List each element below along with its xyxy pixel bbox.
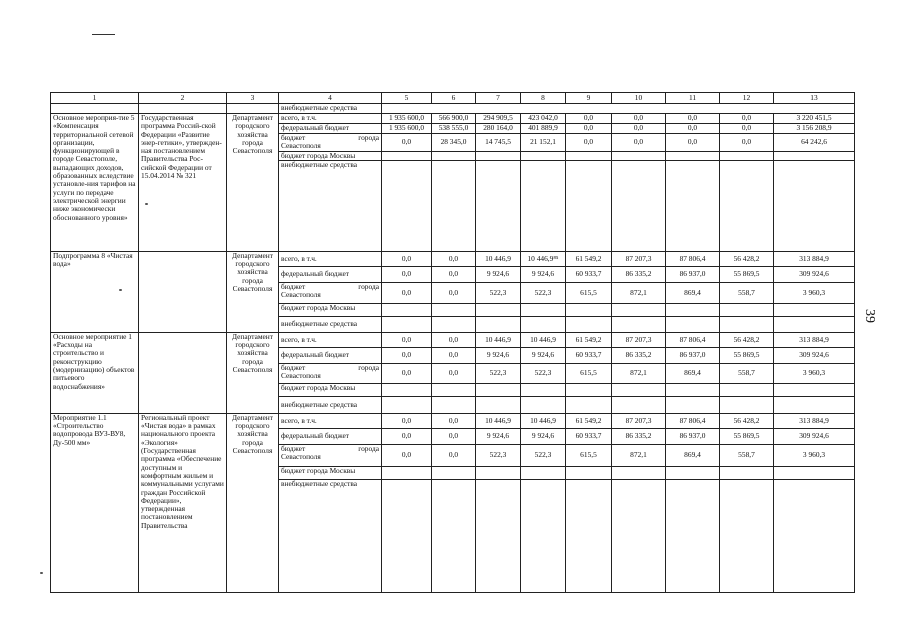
funding-source-label: всего, в т.ч.: [279, 251, 382, 266]
value-cell-empty: [720, 396, 774, 413]
scan-speck: [40, 572, 43, 574]
value-cell: 10 446,9⁸⁵: [521, 251, 566, 266]
funding-source-label: федеральный бюджет: [279, 266, 382, 282]
value-cell: 61 549,2: [566, 413, 612, 428]
value-cell: 0,0: [432, 282, 476, 303]
value-cell: 87 207,3: [612, 332, 666, 347]
value-cell: 313 884,9: [774, 251, 855, 266]
value-cell: 87 806,4: [666, 332, 720, 347]
value-cell: 423 042,0: [521, 114, 566, 124]
value-cell-empty: [774, 316, 855, 332]
value-cell: 522,3: [476, 282, 521, 303]
value-cell-empty: [612, 479, 666, 592]
value-cell: 86 335,2: [612, 266, 666, 282]
column-header: 4: [279, 93, 382, 104]
value-cell-empty: [666, 466, 720, 479]
value-cell: 522,3: [521, 444, 566, 466]
value-cell: 56 428,2: [720, 251, 774, 266]
value-cell-empty: [382, 160, 432, 251]
value-cell: 0,0: [382, 444, 432, 466]
funding-source-word: бюджет: [281, 444, 306, 453]
value-cell-empty: [774, 303, 855, 316]
value-cell: 522,3: [476, 363, 521, 383]
table-row: [51, 413, 855, 428]
value-cell: 9 924,6: [521, 428, 566, 444]
funding-source-word: бюджет: [281, 363, 306, 372]
column-header: 10: [612, 93, 666, 104]
funding-source-word: города: [358, 133, 379, 142]
value-cell-empty: [432, 160, 476, 251]
value-cell: 401 889,9: [521, 124, 566, 134]
value-cell: 0,0: [382, 282, 432, 303]
measure-name-cell: Подпрограмма 8 «Чистая вода»: [51, 251, 139, 332]
executor-cell: Департамент городского хозяйства города Севастополя: [227, 251, 279, 332]
funding-source-word: Севастополя: [281, 290, 321, 300]
value-cell: 309 924,6: [774, 428, 855, 444]
value-cell: 0,0: [612, 134, 666, 152]
value-cell-empty: [666, 383, 720, 396]
value-cell: 0,0: [666, 134, 720, 152]
value-cell-empty: [612, 383, 666, 396]
value-cell: 60 933,7: [566, 266, 612, 282]
value-cell-empty: [720, 316, 774, 332]
value-cell: 0,0: [432, 413, 476, 428]
value-cell: 0,0: [382, 428, 432, 444]
table-row: [51, 332, 855, 347]
value-cell-empty: [720, 466, 774, 479]
funding-source-label: внебюджетные средства: [279, 160, 382, 251]
funding-source-label: всего, в т.ч.: [279, 413, 382, 428]
value-cell: 615,5: [566, 282, 612, 303]
value-cell-empty: [382, 396, 432, 413]
program-cell: Региональный проект «Чистая вода» в рамках национального проекта «Экология» (Государственная программа «Обеспечение доступным и комфортным жильем и коммунальными услугами граждан Российской Федерации», утвержденная постановлением Правительства: [139, 413, 227, 592]
value-cell: 313 884,9: [774, 413, 855, 428]
value-cell-empty: [566, 383, 612, 396]
funding-source-word: Севастополя: [281, 452, 321, 462]
table-row: [51, 251, 855, 266]
value-cell-empty: [476, 479, 521, 592]
value-cell-empty: [774, 466, 855, 479]
column-header: 13: [774, 93, 855, 104]
value-cell-empty: [476, 316, 521, 332]
value-cell: 0,0: [612, 124, 666, 134]
header-row: [51, 93, 855, 104]
value-cell-empty: [566, 396, 612, 413]
funding-source-label: федеральный бюджет: [279, 124, 382, 134]
value-cell: 0,0: [566, 124, 612, 134]
funding-source-label: федеральный бюджет: [279, 347, 382, 363]
value-cell-empty: [432, 303, 476, 316]
value-cell-empty: [382, 479, 432, 592]
value-cell: 9 924,6: [476, 428, 521, 444]
value-cell: 0,0: [382, 266, 432, 282]
value-cell-empty: [432, 396, 476, 413]
column-header: 1: [51, 93, 139, 104]
value-cell-empty: [566, 303, 612, 316]
value-cell: 0,0: [382, 251, 432, 266]
value-cell: 55 869,5: [720, 347, 774, 363]
value-cell-empty: [666, 479, 720, 592]
value-cell: 55 869,5: [720, 428, 774, 444]
value-cell-empty: [612, 466, 666, 479]
value-cell: 28 345,0: [432, 134, 476, 152]
value-cell: 87 806,4: [666, 413, 720, 428]
funding-source-label: внебюджетные средства: [279, 396, 382, 413]
value-cell: 56 428,2: [720, 413, 774, 428]
program-cell: Государственная программа Россий-ской Федерации «Развитие энер-гетики», утвержден-ная постановлением Правительства Рос-сийской Федерации от 15.04.2014 № 321: [139, 114, 227, 252]
funding-source-word: города: [358, 363, 379, 372]
value-cell-empty: [774, 383, 855, 396]
value-cell: 0,0: [566, 134, 612, 152]
value-cell-empty: [476, 160, 521, 251]
value-cell-empty: [382, 151, 432, 160]
executor-cell: Департамент городского хозяйства города Севастополя: [227, 114, 279, 252]
column-header: 7: [476, 93, 521, 104]
funding-source-label: [279, 282, 382, 303]
value-cell-empty: [382, 316, 432, 332]
value-cell: 558,7: [720, 444, 774, 466]
value-cell: 10 446,9: [476, 332, 521, 347]
value-cell: 566 900,0: [432, 114, 476, 124]
executor-cell: Департамент городского хозяйства города Севастополя: [227, 332, 279, 413]
value-cell: 86 937,0: [666, 266, 720, 282]
cell-empty: [139, 104, 227, 114]
budget-table: [50, 92, 855, 593]
funding-source-word: города: [358, 444, 379, 453]
executor-cell: Департамент городского хозяйства города Севастополя: [227, 413, 279, 592]
value-cell-empty: [774, 479, 855, 592]
funding-source-label: внебюджетные средства: [279, 104, 382, 114]
value-cell: 86 937,0: [666, 428, 720, 444]
value-cell: 10 446,9: [476, 413, 521, 428]
value-cell: 0,0: [382, 413, 432, 428]
value-cell: 0,0: [612, 114, 666, 124]
cell-empty: [382, 104, 855, 114]
value-cell: 87 207,3: [612, 413, 666, 428]
value-cell-empty: [720, 383, 774, 396]
table-row: [51, 114, 855, 124]
value-cell: 87 806,4: [666, 251, 720, 266]
value-cell: 3 960,3: [774, 282, 855, 303]
value-cell: 0,0: [666, 114, 720, 124]
column-header: 8: [521, 93, 566, 104]
measure-name-cell: Основное мероприятие 1 «Расходы на строительство и реконструкцию (модернизацию) объектов питьевого водоснабжения»: [51, 332, 139, 413]
value-cell: 3 960,3: [774, 363, 855, 383]
value-cell-empty: [432, 316, 476, 332]
value-cell-empty: [666, 151, 720, 160]
value-cell-empty: [432, 466, 476, 479]
value-cell: 10 446,9: [521, 332, 566, 347]
value-cell: 1 935 600,0: [382, 114, 432, 124]
value-cell-empty: [612, 151, 666, 160]
funding-source-label: всего, в т.ч.: [279, 332, 382, 347]
column-header: 9: [566, 93, 612, 104]
value-cell: 0,0: [432, 428, 476, 444]
value-cell-empty: [774, 396, 855, 413]
value-cell: 61 549,2: [566, 332, 612, 347]
value-cell: 615,5: [566, 444, 612, 466]
value-cell: 280 164,0: [476, 124, 521, 134]
value-cell-empty: [566, 316, 612, 332]
value-cell-empty: [566, 160, 612, 251]
value-cell: 538 555,0: [432, 124, 476, 134]
value-cell: 522,3: [476, 444, 521, 466]
column-header: 11: [666, 93, 720, 104]
value-cell-empty: [720, 160, 774, 251]
funding-source-label: бюджет города Москвы: [279, 303, 382, 316]
value-cell-empty: [774, 151, 855, 160]
funding-source-label: бюджет города Москвы: [279, 466, 382, 479]
value-cell: 1 935 600,0: [382, 124, 432, 134]
cell-empty: [227, 104, 279, 114]
value-cell: 0,0: [432, 444, 476, 466]
value-cell-empty: [612, 303, 666, 316]
program-cell-empty: [139, 332, 227, 413]
value-cell-empty: [521, 160, 566, 251]
top-rule: [92, 34, 115, 35]
funding-source-label: бюджет города Москвы: [279, 383, 382, 396]
value-cell-empty: [521, 303, 566, 316]
page-number: 39: [862, 309, 877, 323]
value-cell-empty: [476, 303, 521, 316]
value-cell: 0,0: [432, 251, 476, 266]
value-cell: 0,0: [382, 363, 432, 383]
value-cell: 55 869,5: [720, 266, 774, 282]
value-cell-empty: [521, 383, 566, 396]
value-cell: 0,0: [720, 134, 774, 152]
value-cell-empty: [566, 479, 612, 592]
value-cell-empty: [432, 151, 476, 160]
value-cell-empty: [720, 151, 774, 160]
value-cell: 872,1: [612, 444, 666, 466]
funding-source-word: города: [358, 282, 379, 291]
funding-source-label: федеральный бюджет: [279, 428, 382, 444]
column-header: 3: [227, 93, 279, 104]
value-cell: 0,0: [432, 332, 476, 347]
value-cell: 294 909,5: [476, 114, 521, 124]
value-cell-empty: [432, 479, 476, 592]
column-header: 5: [382, 93, 432, 104]
value-cell: 0,0: [666, 124, 720, 134]
value-cell: 10 446,9: [521, 413, 566, 428]
value-cell: 3 960,3: [774, 444, 855, 466]
funding-source-label: внебюджетные средства: [279, 316, 382, 332]
value-cell: 309 924,6: [774, 347, 855, 363]
value-cell-empty: [521, 316, 566, 332]
value-cell: 869,4: [666, 444, 720, 466]
value-cell: 86 335,2: [612, 428, 666, 444]
column-header: 12: [720, 93, 774, 104]
value-cell-empty: [774, 160, 855, 251]
value-cell-empty: [612, 316, 666, 332]
value-cell: 522,3: [521, 363, 566, 383]
value-cell: 0,0: [720, 124, 774, 134]
value-cell-empty: [666, 316, 720, 332]
value-cell-empty: [666, 303, 720, 316]
funding-source-label: внебюджетные средства: [279, 479, 382, 592]
measure-name-cell: Мероприятие 1.1 «Строительство водопровода ВУЗ-ВУ8, Ду-500 мм»: [51, 413, 139, 592]
value-cell: 9 924,6: [521, 347, 566, 363]
value-cell: 56 428,2: [720, 332, 774, 347]
value-cell: 872,1: [612, 282, 666, 303]
value-cell: 9 924,6: [521, 266, 566, 282]
value-cell-empty: [720, 303, 774, 316]
value-cell: 60 933,7: [566, 428, 612, 444]
value-cell: 869,4: [666, 282, 720, 303]
value-cell: 0,0: [382, 332, 432, 347]
value-cell: 9 924,6: [476, 347, 521, 363]
measure-name-cell: Основное мероприя-тие 5 «Компенсация территориальной сетевой организации, функционирующей в городе Севастополе, выпадающих доходов, образованных вследствие установле-ния тарифов на услуги по передаче электрической энергии ниже экономически обоснованного уровня»: [51, 114, 139, 252]
value-cell-empty: [476, 383, 521, 396]
value-cell: 869,4: [666, 363, 720, 383]
value-cell: 309 924,6: [774, 266, 855, 282]
value-cell: 10 446,9: [476, 251, 521, 266]
value-cell-empty: [476, 466, 521, 479]
value-cell: 0,0: [382, 347, 432, 363]
value-cell-empty: [521, 151, 566, 160]
value-cell-empty: [666, 396, 720, 413]
value-cell: 9 924,6: [476, 266, 521, 282]
value-cell-empty: [666, 160, 720, 251]
funding-source-word: Севастополя: [281, 371, 321, 381]
value-cell: 64 242,6: [774, 134, 855, 152]
funding-source-label: [279, 134, 382, 152]
value-cell-empty: [521, 479, 566, 592]
value-cell-empty: [476, 151, 521, 160]
value-cell-empty: [566, 466, 612, 479]
value-cell: 872,1: [612, 363, 666, 383]
funding-source-word: бюджет: [281, 282, 306, 291]
value-cell: 522,3: [521, 282, 566, 303]
funding-source-word: Севастополя: [281, 141, 321, 151]
value-cell: 3 220 451,5: [774, 114, 855, 124]
value-cell: 558,7: [720, 363, 774, 383]
funding-source-label: [279, 444, 382, 466]
column-header: 6: [432, 93, 476, 104]
funding-source-word: бюджет: [281, 133, 306, 142]
value-cell-empty: [720, 479, 774, 592]
value-cell-empty: [382, 303, 432, 316]
value-cell-empty: [521, 396, 566, 413]
value-cell: 313 884,9: [774, 332, 855, 347]
value-cell-empty: [382, 383, 432, 396]
value-cell: 61 549,2: [566, 251, 612, 266]
value-cell-empty: [612, 396, 666, 413]
table-row: [51, 104, 855, 114]
cell-empty: [51, 104, 139, 114]
value-cell: 558,7: [720, 282, 774, 303]
value-cell: 615,5: [566, 363, 612, 383]
value-cell: 14 745,5: [476, 134, 521, 152]
column-header: 2: [139, 93, 227, 104]
value-cell: 86 335,2: [612, 347, 666, 363]
value-cell-empty: [476, 396, 521, 413]
value-cell-empty: [432, 383, 476, 396]
funding-source-label: [279, 363, 382, 383]
value-cell: 0,0: [720, 114, 774, 124]
value-cell: 87 207,3: [612, 251, 666, 266]
value-cell-empty: [566, 151, 612, 160]
value-cell: 3 156 208,9: [774, 124, 855, 134]
value-cell-empty: [382, 466, 432, 479]
value-cell: 0,0: [382, 134, 432, 152]
value-cell-empty: [521, 466, 566, 479]
program-cell-empty: [139, 251, 227, 332]
funding-source-label: всего, в т.ч.: [279, 114, 382, 124]
value-cell: 86 937,0: [666, 347, 720, 363]
value-cell: 60 933,7: [566, 347, 612, 363]
value-cell: 0,0: [566, 114, 612, 124]
value-cell: 21 152,1: [521, 134, 566, 152]
value-cell-empty: [612, 160, 666, 251]
value-cell: 0,0: [432, 363, 476, 383]
value-cell: 0,0: [432, 347, 476, 363]
value-cell: 0,0: [432, 266, 476, 282]
funding-source-label: бюджет города Москвы: [279, 151, 382, 160]
